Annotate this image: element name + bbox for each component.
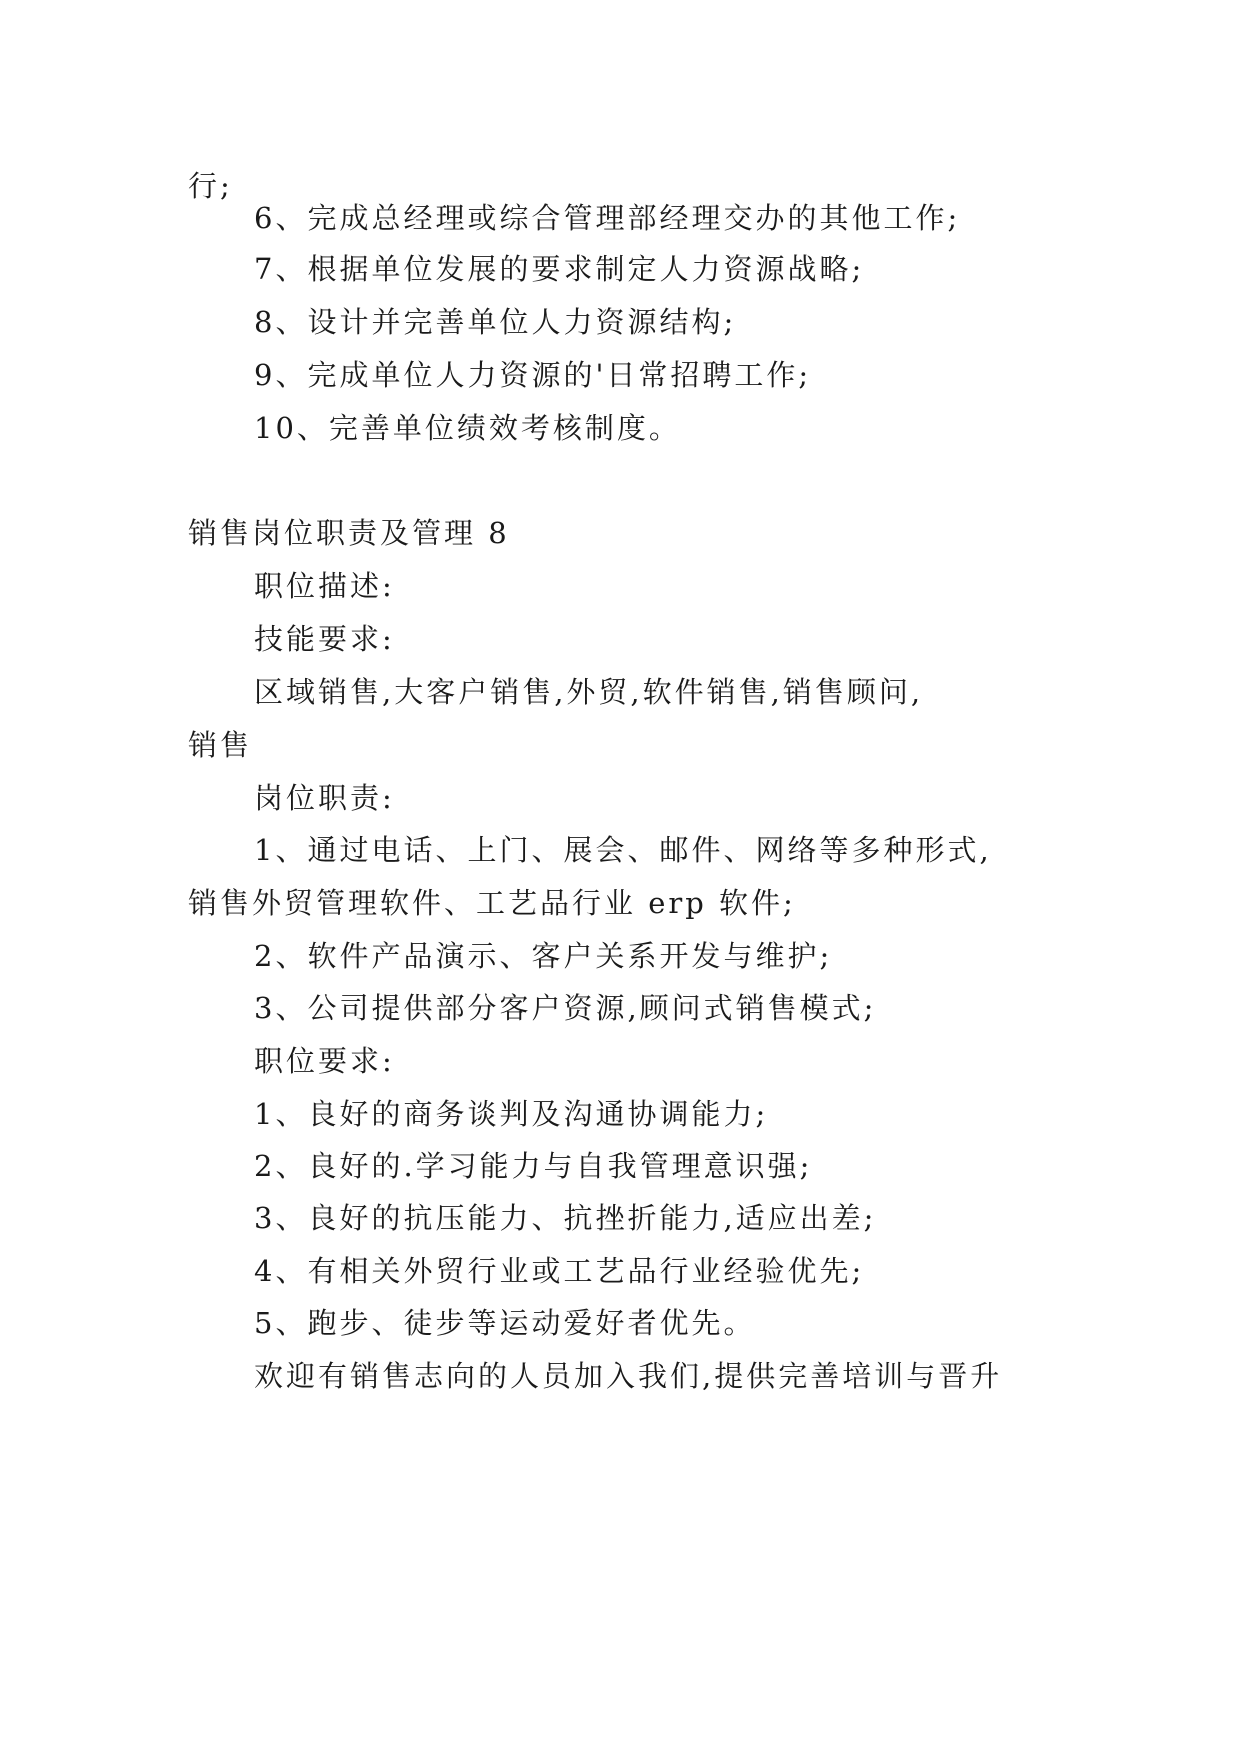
list-item: 1、良好的商务谈判及沟通协调能力; [254, 1097, 769, 1131]
list-item: 3、公司提供部分客户资源,顾问式销售模式; [254, 991, 877, 1025]
section-title: 销售岗位职责及管理 8 [188, 516, 510, 550]
list-item: 4、有相关外贸行业或工艺品行业经验优先; [254, 1254, 865, 1288]
list-item: 7、根据单位发展的要求制定人力资源战略; [254, 252, 865, 286]
list-item: 1、通过电话、上门、展会、邮件、网络等多种形式, [254, 833, 992, 867]
list-item: 5、跑步、徒步等运动爱好者优先。 [254, 1306, 756, 1340]
text-line: 区域销售,大客户销售,外贸,软件销售,销售顾问, [254, 675, 924, 709]
list-item: 10、完善单位绩效考核制度。 [254, 411, 681, 445]
list-item: 6、完成总经理或综合管理部经理交办的其他工作; [254, 201, 961, 235]
text-line: 销售外贸管理软件、工艺品行业 erp 软件; [188, 886, 796, 920]
section-label: 职位要求: [254, 1044, 395, 1078]
list-item: 9、完成单位人力资源的'日常招聘工作; [254, 358, 812, 392]
text-line: 销售 [188, 728, 253, 762]
section-label: 岗位职责: [254, 781, 395, 815]
list-item: 8、设计并完善单位人力资源结构; [254, 305, 737, 339]
list-item: 2、软件产品演示、客户关系开发与维护; [254, 939, 833, 973]
list-item: 3、良好的抗压能力、抗挫折能力,适应出差; [254, 1201, 877, 1235]
text-line: 欢迎有销售志向的人员加入我们,提供完善培训与晋升 [254, 1359, 1003, 1393]
section-label: 职位描述: [254, 569, 395, 603]
section-label: 技能要求: [254, 622, 395, 656]
text-line: 行; [188, 169, 233, 203]
list-item: 2、良好的.学习能力与自我管理意识强; [254, 1149, 813, 1183]
